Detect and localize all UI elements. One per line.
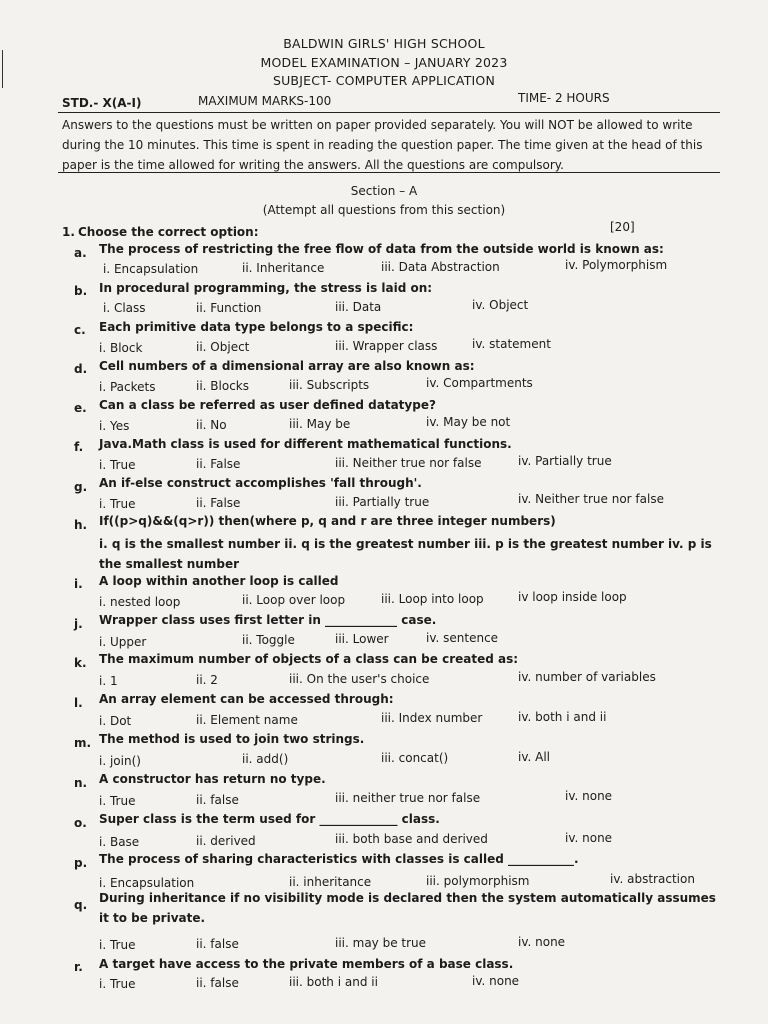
option: i. nested loop <box>99 595 181 609</box>
item-label: k. <box>74 656 87 670</box>
option: i. Dot <box>99 714 132 728</box>
option: ii. 2 <box>196 673 218 687</box>
section-subtitle: (Attempt all questions from this section) <box>262 203 506 217</box>
item-label: o. <box>74 816 87 830</box>
section-title: Section – A <box>350 184 418 198</box>
item-label: h. <box>74 518 88 532</box>
option: i. 1 <box>99 674 118 688</box>
item-label: a. <box>74 246 87 260</box>
option: ii. Toggle <box>242 633 295 647</box>
item-question: An if-else construct accomplishes 'fall through'. <box>99 476 422 490</box>
item-label: n. <box>74 776 88 790</box>
item-label: j. <box>74 617 83 631</box>
option: i. True <box>99 938 136 952</box>
option: iv. Compartments <box>426 376 533 390</box>
instructions-rule <box>58 172 720 173</box>
item-question: Super class is the term used for _____________ class. <box>99 812 440 826</box>
item-label: c. <box>74 323 86 337</box>
option: i. True <box>99 977 136 991</box>
option: iii. Loop into loop <box>381 592 484 606</box>
option: iv. none <box>472 974 520 988</box>
option: iv. none <box>565 789 613 803</box>
item-label: r. <box>74 960 83 974</box>
option: i. Encapsulation <box>103 262 199 276</box>
option: iii. Partially true <box>335 495 430 509</box>
option: i. Class <box>103 301 146 315</box>
option: i. True <box>99 794 136 808</box>
item-label: e. <box>74 401 87 415</box>
item-question: In procedural programming, the stress is laid on: <box>99 281 433 295</box>
option: i. Yes <box>99 419 130 433</box>
option: ii. Inheritance <box>242 261 325 275</box>
option: ii. Element name <box>196 713 298 727</box>
item-label: b. <box>74 284 88 298</box>
question-number: 1. <box>62 225 75 239</box>
subject-title: SUBJECT- COMPUTER APPLICATION <box>272 73 496 88</box>
option: iv. All <box>518 750 551 764</box>
option: ii. false <box>196 793 239 807</box>
time-label: TIME- 2 HOURS <box>518 91 610 105</box>
option: iv. Polymorphism <box>565 258 668 272</box>
item-question: A constructor has return no type. <box>99 772 326 786</box>
option: iii. Data <box>335 300 382 314</box>
item-question: Cell numbers of a dimensional array are also known as: <box>99 359 475 373</box>
option: iii. Data Abstraction <box>381 260 500 274</box>
item-question: Java.Math class is used for different mathematical functions. <box>99 437 512 451</box>
item-question: Each primitive data type belongs to a specific: <box>99 320 414 334</box>
option: iii. Lower <box>335 632 389 646</box>
option: ii. No <box>196 418 227 432</box>
option: iv. number of variables <box>518 670 656 684</box>
option: iii. both i and ii <box>289 975 378 989</box>
item-question: The method is used to join two strings. <box>99 732 365 746</box>
instructions: Answers to the questions must be written on paper provided separately. You will NOT be allowed to write during the 10 minutes. This time is spent in reading the question paper. The time given at the head of this paper is the time allowed for writing the answers. All the questions are compulsory. <box>62 118 703 172</box>
header-rule <box>58 112 720 113</box>
option: ii. Blocks <box>196 379 250 393</box>
item-question: The process of restricting the free flow of data from the outside world is known as: <box>99 242 664 256</box>
option: i. Encapsulation <box>99 876 195 890</box>
item-label: q. <box>74 898 88 912</box>
option: iii. polymorphism <box>426 874 530 888</box>
option: iii. concat() <box>381 751 449 765</box>
item-question: Wrapper class uses first letter in ____________ case. <box>99 613 437 627</box>
option: ii. Object <box>196 340 250 354</box>
item-label: i. <box>74 577 83 591</box>
item-question: A loop within another loop is called <box>99 574 339 588</box>
option: iv. sentence <box>426 631 499 645</box>
option: i. True <box>99 458 136 472</box>
option: ii. false <box>196 937 239 951</box>
option: i. Block <box>99 341 143 355</box>
question-text: Choose the correct option: <box>78 225 259 239</box>
question-marks: [20] <box>610 220 635 234</box>
option: iv. Object <box>472 298 529 312</box>
item-question: The maximum number of objects of a class can be created as: <box>99 652 519 666</box>
option: iii. Wrapper class <box>335 339 438 353</box>
max-marks: MAXIMUM MARKS-100 <box>198 94 332 108</box>
option: iv. abstraction <box>610 872 695 886</box>
exam-title: MODEL EXAMINATION – JANUARY 2023 <box>260 55 508 70</box>
option: iii. may be true <box>335 936 427 950</box>
option: iii. Subscripts <box>289 378 370 392</box>
option: iii. Neither true nor false <box>335 456 482 470</box>
option: iv. both i and ii <box>518 710 607 724</box>
item-label: p. <box>74 856 88 870</box>
option: ii. False <box>196 496 241 510</box>
option: ii. inheritance <box>289 875 372 889</box>
item-question: Can a class be referred as user defined datatype? <box>99 398 436 412</box>
option: iii. May be <box>289 417 351 431</box>
item-question: A target have access to the private members of a base class. <box>99 957 514 971</box>
option: i. True <box>99 497 136 511</box>
option: i. Base <box>99 835 140 849</box>
option: iv. none <box>518 935 566 949</box>
option: i. Packets <box>99 380 156 394</box>
option: ii. derived <box>196 834 256 848</box>
item-label: l. <box>74 696 83 710</box>
item-label: f. <box>74 440 84 454</box>
option: iv loop inside loop <box>518 590 627 604</box>
option: iii. Index number <box>381 711 483 725</box>
option: iv. none <box>565 831 613 845</box>
option: ii. add() <box>242 752 289 766</box>
option: ii. Function <box>196 301 262 315</box>
option: iv. Partially true <box>518 454 612 468</box>
option: iv. Neither true nor false <box>518 492 664 506</box>
item-label: m. <box>74 736 92 750</box>
item-label: d. <box>74 362 88 376</box>
option: iii. On the user's choice <box>289 672 430 686</box>
option: ii. false <box>196 976 239 990</box>
option: iv. May be not <box>426 415 511 429</box>
std-label: STD.- X(A-I) <box>62 96 142 110</box>
option: iii. both base and derived <box>335 832 488 846</box>
option-wrapped: i. q is the smallest number ii. q is the greatest number iii. p is the greatest number iv. p is the smallest number <box>99 537 712 571</box>
item-question: During inheritance if no visibility mode is declared then the system automatically assumes it to be private. <box>99 891 716 925</box>
item-question: If((p>q)&&(q>r)) then(where p, q and r are three integer numbers) <box>99 514 556 528</box>
option: ii. False <box>196 457 241 471</box>
option: i. join() <box>99 754 141 768</box>
item-question: The process of sharing characteristics with classes is called ___________. <box>99 852 579 866</box>
option: i. Upper <box>99 635 147 649</box>
item-question: An array element can be accessed through: <box>99 692 394 706</box>
option: ii. Loop over loop <box>242 593 346 607</box>
option: iv. statement <box>472 337 551 351</box>
option: iii. neither true nor false <box>335 791 481 805</box>
item-label: g. <box>74 480 88 494</box>
school-name: BALDWIN GIRLS' HIGH SCHOOL <box>283 36 485 51</box>
